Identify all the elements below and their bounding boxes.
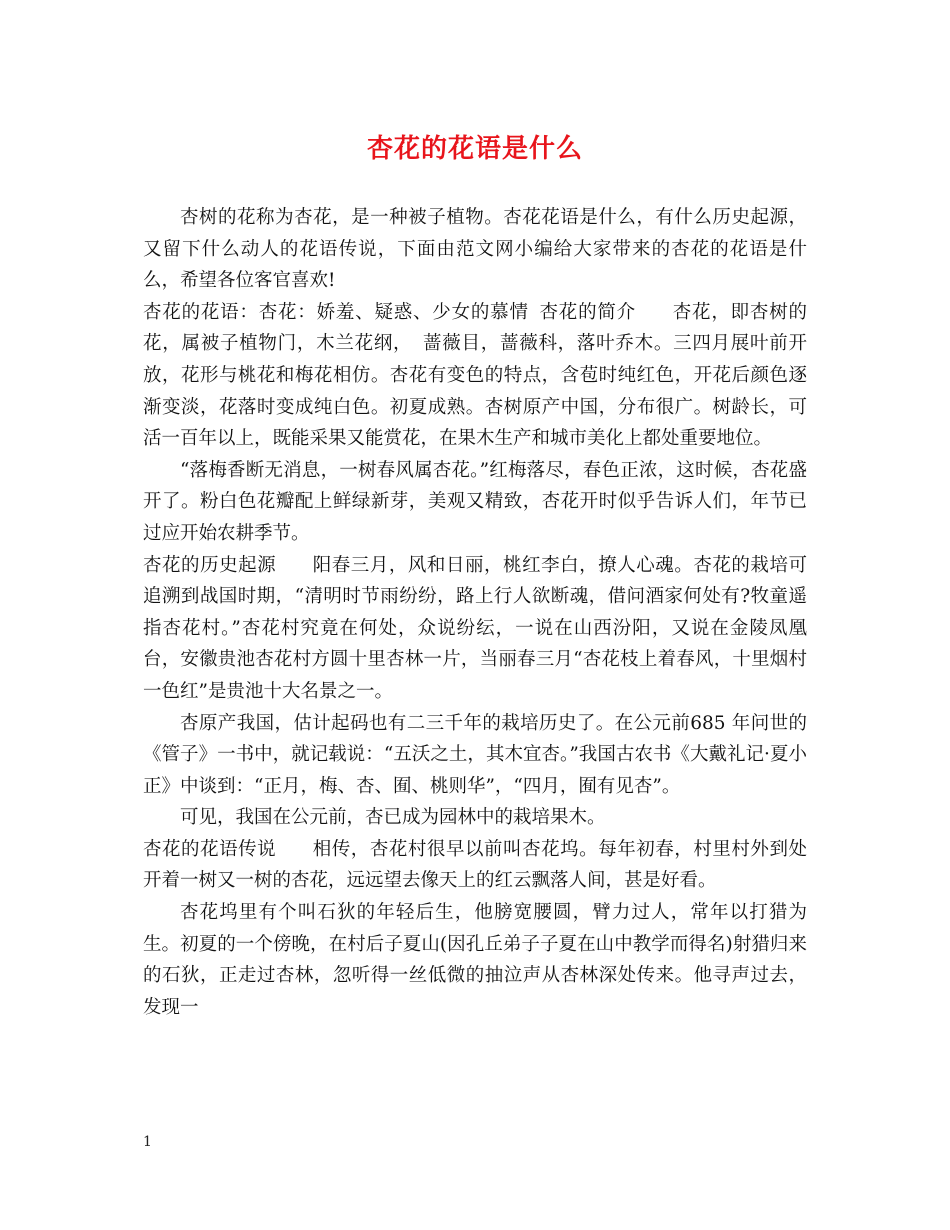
paragraph-text: 蔷薇目，蔷薇科，落叶乔木。三四月展叶前开放，花形与桃花和梅花相仿。杏花有变色的特点，含苞时纯红色，开花后颜色逐渐变淡，花落时变成纯白色。初夏成熟。杏树原产中国，分布很广。树龄长，可活一百年以上，既能采果又能赏花，在果木生产和城市美化上都处重要地位。: [143, 333, 807, 450]
origin-paragraph: [143, 708, 807, 803]
page-number: 1: [143, 1134, 152, 1150]
paragraph-text: 杏花坞里有个叫石狄的年轻后生，他膀宽腰圆，臂力过人，常年以打猎为生。初夏的一个傍晚，在村后子夏山(因孔丘弟子子夏在山中教学而得名)射猎归来的石狄，正走过杏林，忽听得一丝低微的抽泣声从杏林深处传来。他寻声过去，发现一: [143, 902, 807, 1018]
paragraph-text: 可见，我国在公元前，杏已成为园林中的栽培果木。: [180, 807, 606, 829]
legend-heading: 杏花的花语传说: [143, 838, 277, 860]
document-body: [143, 202, 807, 1023]
intro-paragraph: [143, 202, 807, 297]
history-heading: 杏花的历史起源: [143, 554, 277, 576]
paragraph-text: 杏树的花称为杏花，是一种被子植物。杏花花语是什么，有什么历史起源，又留下什么动人的花语传说，下面由范文网小编给大家带来的杏花的花语是什么，希望各位客官喜欢!: [143, 207, 807, 292]
legend-paragraph: [143, 834, 807, 897]
paragraph-text: 相传，杏花村很早以前叫杏花坞。每年初春，村里村外到处开着一树又一树的杏花，远远望去像天上的红云飘落人间，甚是好看。: [143, 838, 807, 892]
document-title: 杏花的花语是什么: [366, 134, 583, 164]
conclusion-paragraph: [143, 802, 807, 834]
introduction-heading: 杏花的简介: [538, 301, 636, 323]
flower-language-paragraph: [143, 297, 807, 455]
paragraph-text: 杏原产我国，估计起码也有二三千年的栽培历史了。在公元前685 年问世的《管子》一书中，就记载说：“五沃之土，其木宜杏。”我国古农书《大戴礼记·夏小正》中谈到：“正月，梅、杏、囿、桃则华”，“四月，囿有见杏”。: [143, 712, 807, 797]
paragraph-text: “落梅香断无消息，一树春风属杏花。”红梅落尽，春色正浓，这时候，杏花盛开了。粉白色花瓣配上鲜绿新芽，美观又精致，杏花开时似乎告诉人们，年节已过应开始农耕季节。: [143, 459, 807, 544]
paragraph-text: 杏花，即杏树的花，属被子植物门，木兰花纲，: [143, 301, 807, 355]
flower-language-heading: 杏花的花语：杏花：娇羞、疑惑、少女的慕情: [143, 301, 529, 323]
poem-paragraph: [143, 455, 807, 550]
history-paragraph: [143, 550, 807, 708]
story-paragraph: [143, 897, 807, 1023]
paragraph-text: 阳春三月，风和日丽，桃红李白，撩人心魂。杏花的栽培可追溯到战国时期，“清明时节雨纷纷，路上行人欲断魂，借问酒家何处有?牧童遥指杏花村。”杏花村究竟在何处，众说纷纭，一说在山西汾阳，又说在金陵凤凰台，安徽贵池杏花村方圆十里杏林一片，当丽春三月“杏花枝上着春风，十里烟村一色红”是贵池十大名景之一。: [143, 554, 807, 702]
